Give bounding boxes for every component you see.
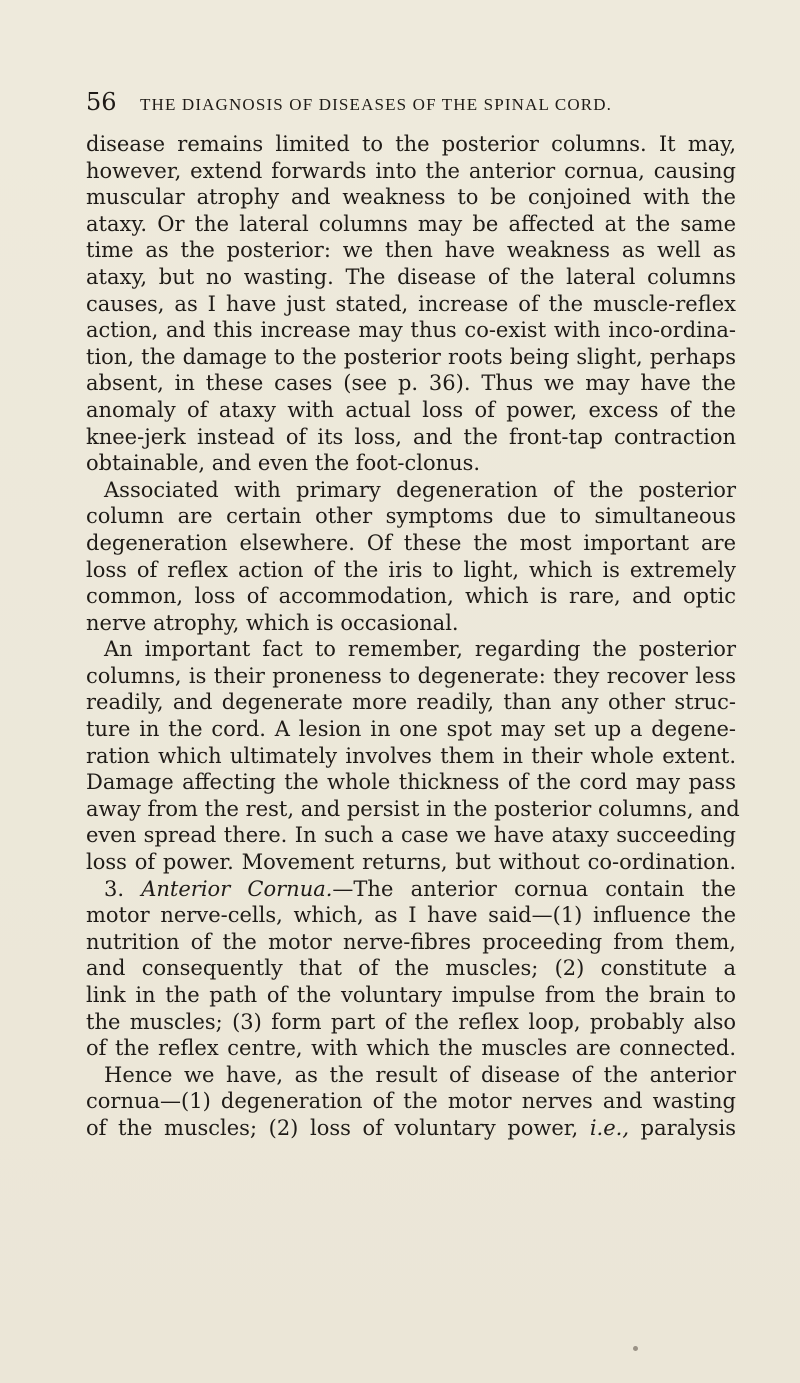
section-heading: Anterior Cornua. [141, 876, 333, 901]
text-line: loss of power. Movement returns, but without co-ordination. [86, 850, 736, 875]
text-line: away from the rest, and persist in the posterior columns, and [86, 796, 740, 821]
text-line: even spread there. In such a case we have ataxy succeeding [86, 823, 736, 848]
text-line: readily, and degenerate more readily, than any other struc- [86, 690, 736, 715]
text-line: and consequently that of the muscles; (2) constitute a [86, 956, 736, 981]
last-line-italic: i.e., [589, 1115, 630, 1140]
text-line: nerve atrophy, which is occasional. [86, 610, 459, 635]
text-line: Hence we have, as the result of disease of the anterior [104, 1062, 736, 1087]
text-line [86, 876, 736, 903]
text-line: motor nerve-cells, which, as I have said—(1) influence the [86, 903, 736, 928]
text-line: Damage affecting the whole thickness of the cord may pass [86, 770, 736, 795]
text-line: ture in the cord. A lesion in one spot may set up a degene- [86, 717, 736, 742]
text-line: action, and this increase may thus co-exist with inco-ordina- [86, 318, 736, 343]
text-line: causes, as I have just stated, increase of the muscle-reflex [86, 291, 736, 316]
text-line: nutrition of the motor nerve-fibres proceeding from them, [86, 929, 736, 954]
text-line: of the reflex centre, with which the muscles are connected. [86, 1036, 736, 1061]
text-line: anomaly of ataxy with actual loss of power, excess of the [86, 397, 736, 422]
body-text [86, 131, 740, 1142]
last-line-start: of the muscles; (2) loss of voluntary power, [86, 1115, 590, 1140]
text-line: cornua—(1) degeneration of the motor nerves and wasting [86, 1089, 736, 1114]
text-line: columns, is their proneness to degenerate: they recover less [86, 663, 736, 688]
text-line: loss of reflex action of the iris to light, which is extremely [86, 557, 736, 582]
running-title: THE DIAGNOSIS OF DISEASES OF THE SPINAL CORD. [140, 95, 613, 114]
section-heading-continuation: —The anterior cornua contain the [332, 876, 737, 901]
text-line: obtainable, and even the foot-clonus. [86, 451, 481, 476]
text-line: common, loss of accommodation, which is rare, and optic [86, 584, 736, 609]
text-line [86, 1115, 736, 1142]
page-number: 56 [86, 88, 117, 116]
text-line: muscular atrophy and weakness to be conjoined with the [86, 185, 736, 210]
text-line: ataxy, but no wasting. The disease of the lateral columns [86, 264, 736, 289]
text-line: knee-jerk instead of its loss, and the front-tap contraction [86, 424, 736, 449]
text-line: ration which ultimately involves them in their whole extent. [86, 743, 736, 768]
text-line: degeneration elsewhere. Of these the most important are [86, 530, 736, 555]
text-line: the muscles; (3) form part of the reflex loop, probably also [86, 1009, 736, 1034]
text-line: tion, the damage to the posterior roots being slight, perhaps [86, 344, 736, 369]
last-line-end: paralysis [629, 1115, 737, 1140]
printer-mark [633, 1346, 638, 1351]
text-line: time as the posterior: we then have weakness as well as [86, 238, 736, 263]
text-line: link in the path of the voluntary impulse from the brain to [86, 983, 736, 1007]
text-line: Associated with primary degeneration of the posterior [104, 477, 736, 502]
text-line: ataxy. Or the lateral columns may be affected at the same [86, 211, 736, 236]
text-line: An important fact to remember, regarding the posterior [104, 637, 736, 662]
running-head [86, 88, 726, 116]
text-line: column are certain other symptoms due to simultaneous [86, 504, 736, 529]
section-number: 3. [104, 876, 142, 901]
text-line: however, extend forwards into the anterior cornua, causing [86, 158, 736, 183]
text-line: disease remains limited to the posterior columns. It may, [86, 132, 736, 156]
text-line: absent, in these cases (see p. 36). Thus we may have the [86, 371, 736, 396]
